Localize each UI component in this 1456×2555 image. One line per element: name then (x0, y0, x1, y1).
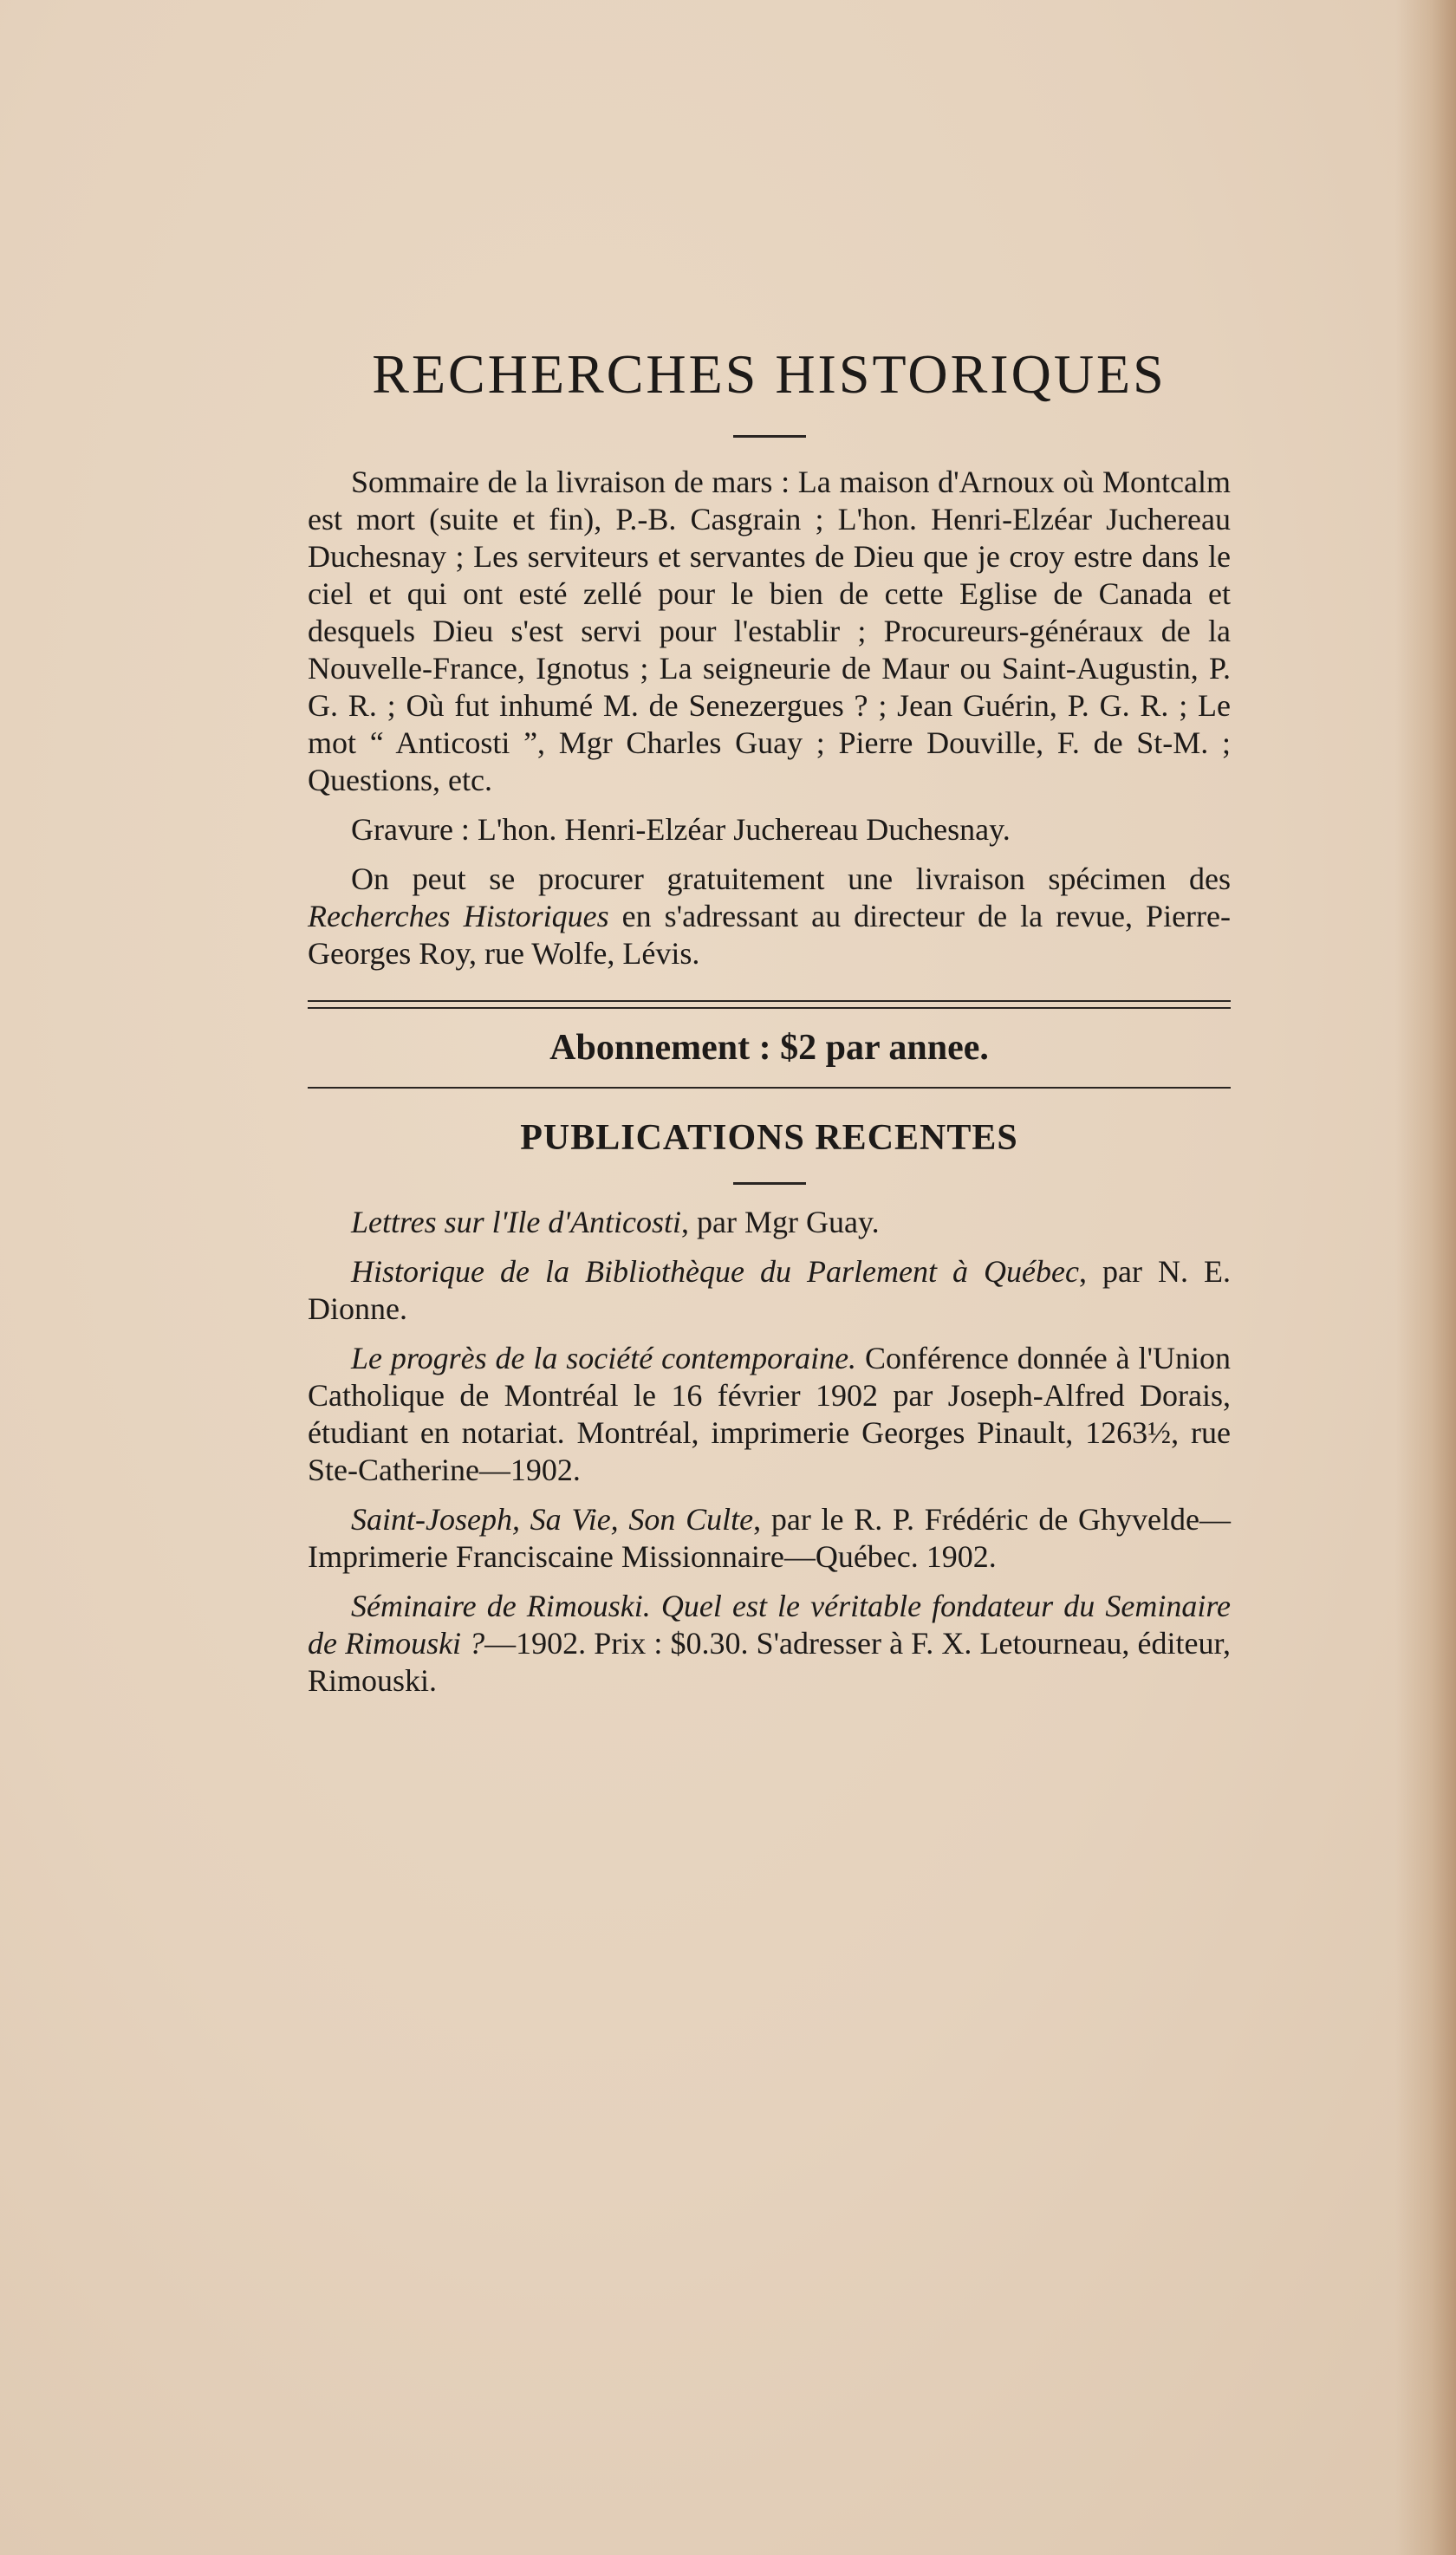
engraving-paragraph: Gravure : L'hon. Henri-Elzéar Juchereau Duchesnay. (351, 812, 1011, 847)
specimen-paragraph (308, 861, 1231, 972)
publication-title: Saint-Joseph, Sa Vie, Son Culte (351, 1502, 754, 1538)
specimen-text-end: en s'adressant au directeur de la revue, Pierre-Georges Roy, rue Wolfe, Lévis. (308, 899, 1231, 971)
publication-details: , par N. E. Dionne. (308, 1254, 1231, 1327)
double-divider (308, 1000, 1231, 1009)
specimen-text-start: On peut se procurer gratuitement une livraison spécimen des (351, 861, 1231, 896)
publication-entry (308, 1253, 1231, 1328)
publication-title: Le progrès de la société contemporaine. (351, 1341, 857, 1376)
publication-details: Conférence donnée à l'Union Catholique de Montréal le 16 février 1902 par Joseph-Alfred Dorais, étudiant en notariat. Montréal, imprimerie Georges Pinault, 1263½, rue Ste-Catherine—1902. (308, 1341, 1231, 1488)
publication-entry (308, 1204, 1231, 1241)
publications-heading: PUBLICATIONS RECENTES (520, 1118, 1018, 1159)
page-title: RECHERCHES HISTORIQUES (372, 343, 1167, 405)
page-content (308, 343, 1231, 1712)
publication-title: Lettres sur l'Ile d'Anticosti (351, 1205, 682, 1240)
publication-details: , par Mgr Guay. (681, 1205, 880, 1240)
specimen-journal-name: Recherches Historiques (308, 899, 609, 933)
publication-entry (308, 1501, 1231, 1576)
subscription-notice: Abonnement : $2 par annee. (549, 1028, 989, 1068)
single-divider (308, 1087, 1231, 1089)
publication-entry (308, 1340, 1231, 1489)
page-edge-shadow (1395, 0, 1456, 2555)
title-divider (733, 435, 806, 438)
publication-details: —1902. Prix : $0.30. S'adresser à F. X. Letourneau, éditeur, Rimouski. (308, 1626, 1231, 1699)
publication-title: Historique de la Bibliothèque du Parlement à Québec (351, 1254, 1079, 1290)
publication-entry (308, 1588, 1231, 1700)
summary-paragraph: Sommaire de la livraison de mars : La maison d'Arnoux où Montcalm est mort (suite et fin), P.-B. Casgrain ; L'hon. Henri-Elzéar Juchereau Duchesnay ; Les serviteurs et servantes de Dieu que je croy estre dans le ciel et qui ont esté zellé pour le bien de cette Eglise de Canada et desquels Dieu s'est servi pour l'establir ; Procureurs-généraux de la Nouvelle-France, Ignotus ; La seigneurie de Maur ou Saint-Augustin, P. G. R. ; Où fut inhumé M. de Senezergues ? ; Jean Guérin, P. G. R. ; Le mot “ Anticosti ”, Mgr Charles Guay ; Pierre Douville, F. de St-M. ; Questions, etc. (308, 465, 1231, 797)
publication-details: , par le R. P. Frédéric de Ghyvelde—Imprimerie Franciscaine Missionnaire—Québec. 1902. (308, 1502, 1231, 1575)
publications-divider (733, 1182, 806, 1185)
publication-title: Séminaire de Rimouski. Quel est le véritable fondateur du Seminaire de Rimouski ? (308, 1589, 1231, 1661)
